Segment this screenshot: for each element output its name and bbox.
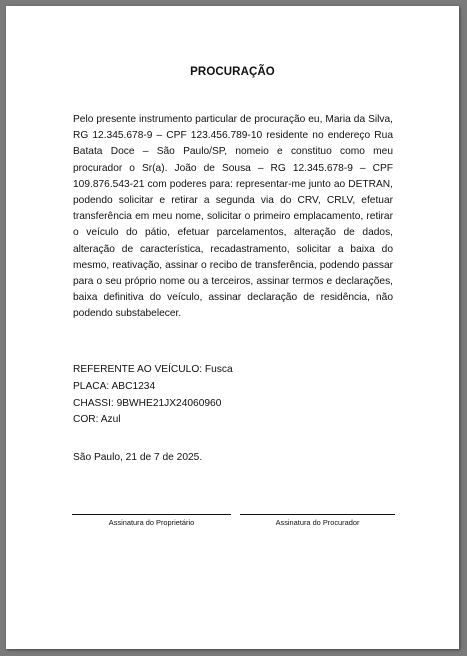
document-page <box>6 6 459 649</box>
vehicle-plate: PLACA: ABC1234 <box>73 380 156 392</box>
document-body-paragraph: Pelo presente instrumento particular de procuração eu, Maria da Silva, RG 12.345.678-9 – CPF 123.456.789-10 residente no endereço Rua Batata Doce – São Paulo/SP, nomeio e constituo como meu procurador o Sr(a). João de Sousa – RG 12.345.678-9 – CPF 109.876.543-21 com poderes para: representar-me junto ao DETRAN, podendo solicitar e retirar a segunda via do CRV, CRLV, efetuar transferência em meu nome, solicitar o primeiro emplacamento, retirar o veículo do pátio, efetuar parcelamentos, alteração de dados, alteração de característica, recadastramento, solicitar a baixa do mesmo, reativação, assinar o recibo de transferência, podendo passar para o seu próprio nome ou a terceiros, assinar termos e declarações, baixa definitiva do veículo, assinar declaração de residência, não podendo substabelecer. <box>73 114 393 320</box>
owner-signature-line <box>72 514 231 515</box>
vehicle-info <box>73 362 393 429</box>
owner-signature-label: Assinatura do Proprietário <box>108 518 195 527</box>
attorney-signature-line <box>240 514 395 515</box>
attorney-signature-label: Assinatura do Procurador <box>275 518 360 527</box>
document-date: São Paulo, 21 de 7 de 2025. <box>73 452 203 463</box>
vehicle-color: COR: Azul <box>73 414 121 426</box>
vehicle-chassis: CHASSI: 9BWHE21JX24060960 <box>73 397 222 409</box>
vehicle-model: REFERENTE AO VEÍCULO: Fusca <box>73 364 233 375</box>
document-title: PROCURAÇÃO <box>190 66 275 78</box>
